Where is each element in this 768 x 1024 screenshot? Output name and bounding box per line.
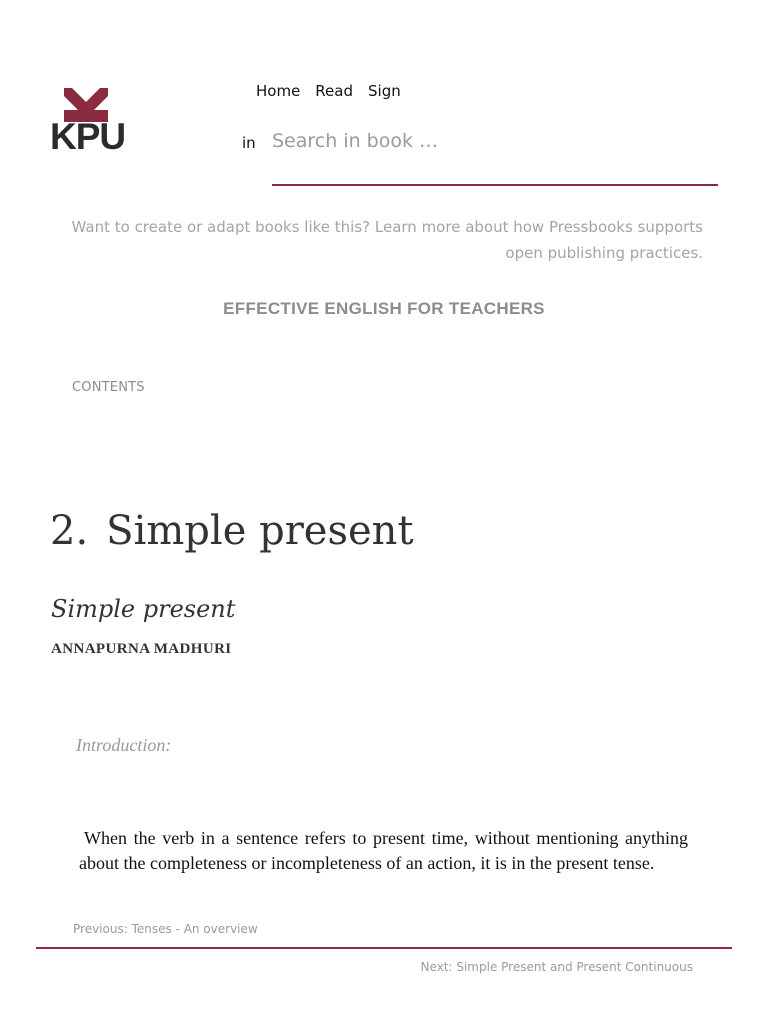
chapter-title-text: Simple present bbox=[106, 508, 414, 554]
nav-sign-in-link[interactable]: Sign bbox=[368, 82, 401, 100]
contents-toggle[interactable]: CONTENTS bbox=[72, 380, 145, 395]
notice-prefix: Want to create or adapt books like this? bbox=[71, 218, 375, 236]
chapter-number: 2. bbox=[50, 508, 89, 554]
chapter-author: ANNAPURNA MADHURI bbox=[51, 641, 232, 657]
learn-more-link[interactable]: Learn more about how Pressbooks supports open publishing practices. bbox=[374, 218, 703, 262]
search-box bbox=[272, 124, 718, 186]
logo-text: KPU bbox=[50, 116, 126, 157]
introduction-heading: Introduction: bbox=[76, 735, 172, 755]
nav-home-link[interactable]: Home bbox=[256, 82, 301, 100]
pressbooks-notice bbox=[60, 214, 703, 266]
top-nav bbox=[256, 80, 401, 102]
nav-sign-in-link-continued[interactable]: in bbox=[242, 134, 256, 152]
chapter-subtitle: Simple present bbox=[51, 595, 236, 623]
chapter-title bbox=[50, 505, 414, 557]
footer-divider bbox=[36, 947, 732, 949]
kpu-logo[interactable] bbox=[50, 88, 124, 158]
search-input[interactable] bbox=[272, 124, 718, 158]
previous-chapter-link[interactable]: Previous: Tenses - An overview bbox=[73, 922, 258, 936]
book-title[interactable]: EFFECTIVE ENGLISH FOR TEACHERS bbox=[223, 299, 545, 318]
next-chapter-link[interactable]: Next: Simple Present and Present Continuous bbox=[420, 960, 693, 974]
nav-read-link[interactable]: Read bbox=[315, 82, 353, 100]
chapter-body-paragraph: When the verb in a sentence refers to present time, without mentioning anything about the completeness or incompleteness of an action, it is in the present tense. bbox=[79, 828, 688, 873]
